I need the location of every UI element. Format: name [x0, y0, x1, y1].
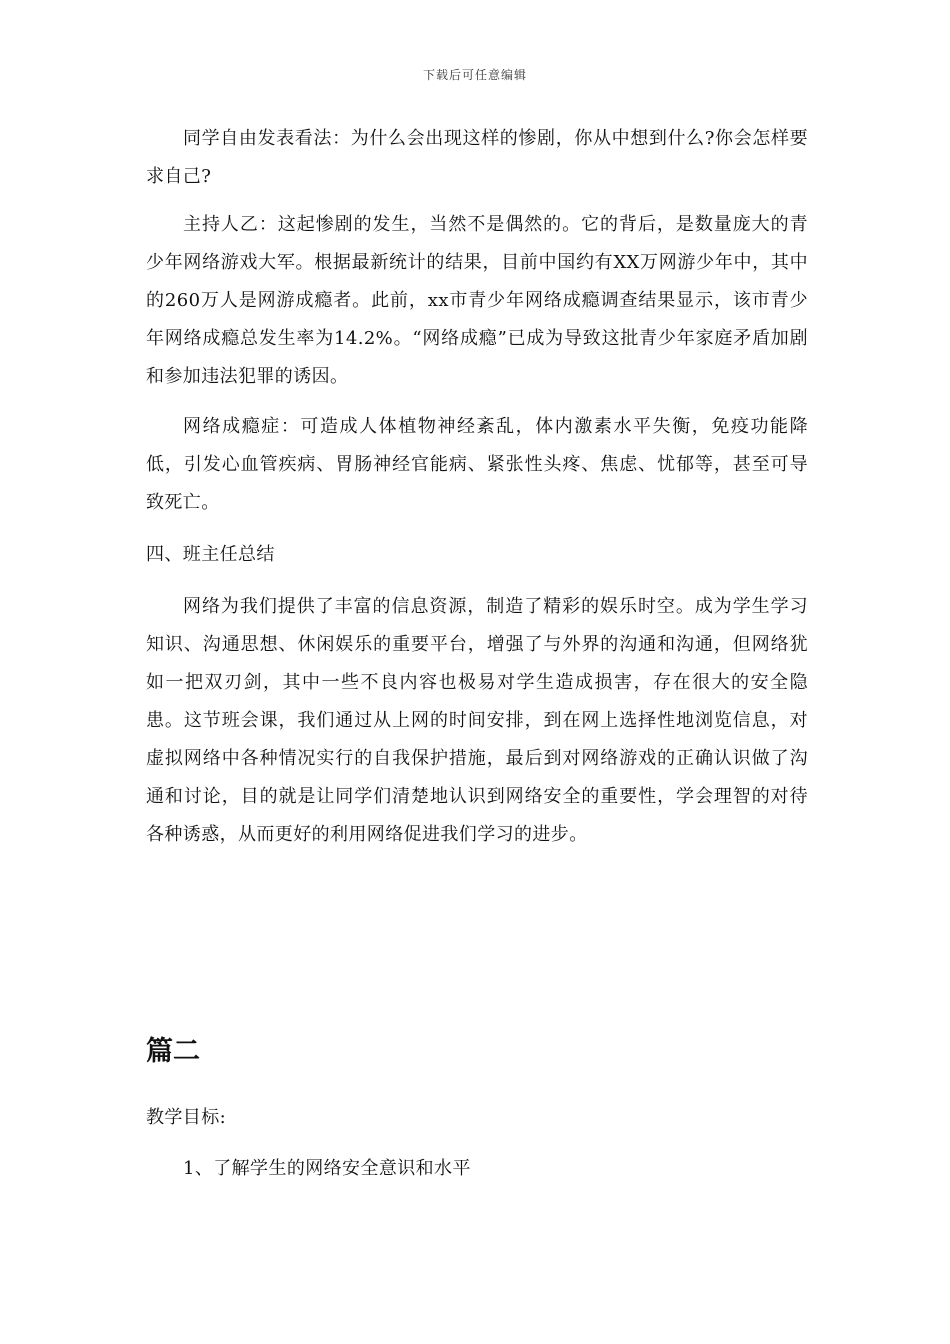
teaching-goals-label: 教学目标: [146, 1107, 227, 1128]
heading-teacher-summary: 四、班主任总结 [146, 544, 275, 565]
paragraph-internet-addiction: 网络成瘾症：可造成人体植物神经紊乱，体内激素水平失衡，免疫功能降低，引发心血管疾病、胃肠神经官能病、紧张性头疼、焦虑、忧郁等，甚至可导致死亡。 [146, 416, 808, 513]
paragraph-host-b: 主持人乙：这起惨剧的发生，当然不是偶然的。它的背后，是数量庞大的青少年网络游戏大军。根据最新统计的结果，目前中国约有XX万网游少年中，其中的260万人是网游成瘾者。此前，xx市青少年网络成瘾调查结果显示，该市青少年网络成瘾总发生率为14.2%。“网络成瘾”已成为导致这批青少年家庭矛盾加剧和参加违法犯罪的诱因。 [146, 214, 808, 387]
header-note: 下载后可任意编辑 [422, 68, 527, 82]
paragraph-free-discussion: 同学自由发表看法：为什么会出现这样的惨剧，你从中想到什么?你会怎样要求自己? [146, 128, 808, 187]
paragraph-summary: 网络为我们提供了丰富的信息资源，制造了精彩的娱乐时空。成为学生学习知识、沟通思想、休闲娱乐的重要平台，增强了与外界的沟通和沟通，但网络犹如一把双刃剑，其中一些不良内容也极易对学生造成损害，存在很大的安全隐患。这节班会课，我们通过从上网的时间安排，到在网上选择性地浏览信息，对虚拟网络中各种情况实行的自我保护措施，最后到对网络游戏的正确认识做了沟通和讨论，目的就是让同学们清楚地认识到网络安全的重要性，学会理智的对待各种诱惑，从而更好的利用网络促进我们学习的进步。 [146, 596, 808, 845]
goal-item-1: 1、了解学生的网络安全意识和水平 [183, 1158, 471, 1179]
section-title: 篇二 [146, 1036, 200, 1067]
